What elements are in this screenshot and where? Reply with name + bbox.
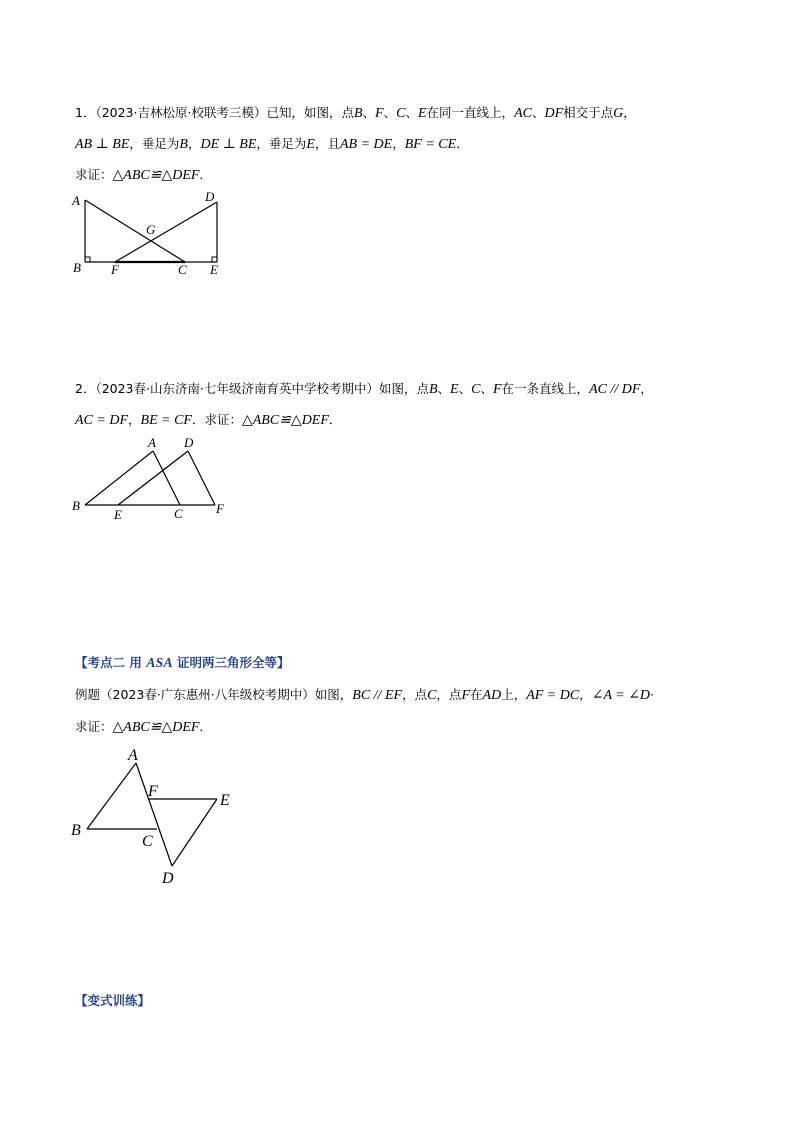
q2-label-B: B	[72, 498, 80, 513]
example-figure	[65, 742, 250, 887]
q1-number: 1．	[75, 105, 96, 120]
q1-label-B: B	[73, 260, 81, 275]
q2-statement: △ABC≌△DEF	[241, 413, 329, 428]
q1-statement: △ABC≌△DEF	[112, 168, 200, 183]
q2-line2: AC = DF，BE = CF．求证：△ABC≌△DEF．	[75, 412, 342, 428]
q1-label-F: F	[111, 262, 119, 277]
q1-label-D: D	[205, 189, 215, 204]
example-prefix: 例题	[75, 687, 101, 702]
q2-label-F: F	[216, 501, 224, 516]
q2-label-C: C	[174, 506, 183, 521]
q1-label-G: G	[146, 222, 156, 237]
q2-source: （2023春·山东济南·七年级济南育英中学校考期中）如图，点	[95, 381, 429, 396]
section2-asa: ASA	[146, 656, 173, 671]
example-source: （2023春·广东惠州·八年级校考期中）如图，	[100, 687, 353, 702]
q2-label-E: E	[114, 507, 122, 522]
example-statement: △ABC≌△DEF	[112, 720, 200, 735]
q1-line3: 求证：△ABC≌△DEF．	[75, 167, 212, 183]
variant-heading: 【变式训练】	[75, 993, 151, 1008]
q1-label-A: A	[72, 193, 80, 208]
example-label-B: B	[71, 822, 81, 839]
example-label-A: A	[128, 747, 138, 764]
example-label-E: E	[220, 792, 230, 809]
example-line1: 例题（2023春·广东惠州·八年级校考期中）如图，BC // EF，点C，点F在AD上，AF = DC，∠A = ∠D·	[75, 687, 655, 703]
example-label-C: C	[142, 833, 153, 850]
q1-label-E: E	[210, 262, 218, 277]
q1-figure	[60, 185, 240, 280]
q2-figure	[70, 432, 240, 522]
q1-line2: AB ⊥ BE，垂足为B，DE ⊥ BE，垂足为E，且AB = DE，BF = CE．	[75, 136, 469, 152]
section2-heading: 【考点二 用 ASA 证明两三角形全等】	[75, 655, 290, 671]
example-line2: 求证：△ABC≌△DEF．	[75, 719, 212, 735]
q2-label-A: A	[148, 435, 156, 450]
q1-line1: 1．（2023·吉林松原·校联考三模）已知，如图，点B、F、C、E在同一直线上，AC、DF相交于点G，	[75, 105, 636, 121]
q2-label-D: D	[184, 435, 194, 450]
example-label-D: D	[162, 870, 174, 887]
q1-label-C: C	[178, 262, 187, 277]
q2-line1: 2．（2023春·山东济南·七年级济南育英中学校考期中）如图，点B、E、C、F在一条直线上，AC // DF，	[75, 381, 653, 397]
q2-number: 2．	[75, 381, 96, 396]
example-label-F: F	[148, 783, 158, 800]
q1-source: （2023·吉林松原·校联考三模）已知，如图，点	[95, 105, 354, 120]
